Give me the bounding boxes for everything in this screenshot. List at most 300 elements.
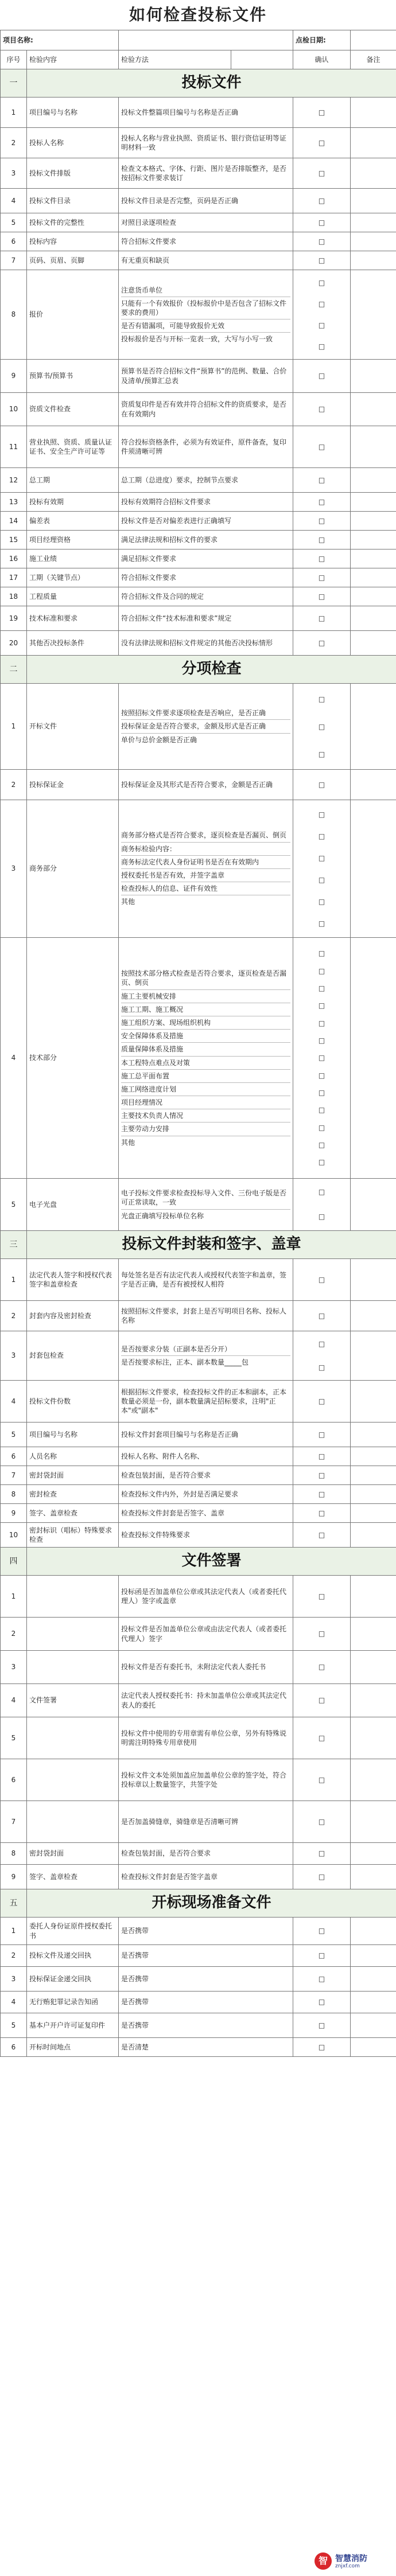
row-seq: 6 xyxy=(1,1759,27,1801)
confirm-checkbox[interactable]: □ xyxy=(318,1019,325,1027)
confirm-cell[interactable] xyxy=(293,360,351,393)
remark-cell[interactable] xyxy=(351,158,396,189)
method-line: 是否加盖骑缝章，骑缝章是否清晰可辨 xyxy=(121,1817,239,1826)
confirm-checkbox[interactable]: □ xyxy=(318,1471,325,1479)
checklist-row xyxy=(1,98,396,128)
confirm-checkbox[interactable]: □ xyxy=(318,1531,325,1539)
confirm-checkbox[interactable]: □ xyxy=(318,1873,325,1881)
checklist-row xyxy=(1,1967,396,1992)
remark-cell[interactable] xyxy=(351,128,396,158)
remark-cell[interactable] xyxy=(351,1945,396,1967)
confirm-cell[interactable] xyxy=(293,631,351,656)
confirm-checkbox[interactable]: □ xyxy=(318,614,325,622)
confirm-cell[interactable] xyxy=(293,1918,351,1945)
confirm-checkbox[interactable]: □ xyxy=(318,321,325,329)
confirm-checkbox[interactable]: □ xyxy=(318,722,325,731)
row-method xyxy=(119,1945,293,1967)
row-seq: 20 xyxy=(1,631,27,656)
checklist-row xyxy=(1,1618,396,1651)
remark-cell[interactable] xyxy=(351,1843,396,1865)
confirm-checkbox[interactable]: □ xyxy=(318,498,325,506)
row-content: 项目经理资格 xyxy=(27,531,119,550)
confirm-cell[interactable] xyxy=(293,1504,351,1523)
remark-cell[interactable] xyxy=(351,587,396,606)
method-line: 主要劳动力安排 xyxy=(121,1124,290,1136)
remark-cell[interactable] xyxy=(351,1259,396,1301)
method-line: 是否携带 xyxy=(121,1951,149,1960)
confirm-checkbox[interactable]: □ xyxy=(318,1431,325,1439)
remark-cell[interactable] xyxy=(351,1967,396,1992)
confirm-checkbox[interactable]: □ xyxy=(318,695,325,703)
row-method xyxy=(119,531,293,550)
row-method xyxy=(119,1301,293,1331)
confirm-checkbox[interactable]: □ xyxy=(318,1776,325,1784)
row-seq: 14 xyxy=(1,512,27,531)
confirm-checkbox[interactable]: □ xyxy=(318,1071,325,1079)
row-content: 投标文件排版 xyxy=(27,158,119,189)
confirm-checkbox[interactable]: □ xyxy=(318,256,325,264)
confirm-checkbox[interactable]: □ xyxy=(318,1975,325,1983)
confirm-checkbox[interactable]: □ xyxy=(318,1213,325,1221)
row-content: 工程质量 xyxy=(27,587,119,606)
confirm-cell[interactable] xyxy=(293,251,351,270)
row-content: 人员名称 xyxy=(27,1447,119,1466)
method-line: 商务标检验内容： xyxy=(121,844,290,856)
confirm-checkbox[interactable]: □ xyxy=(318,2043,325,2051)
remark-cell[interactable] xyxy=(351,1801,396,1843)
checklist-row xyxy=(1,189,396,213)
method-line: 根据招标文件要求，检查投标文件的正本和副本，正本数量必须是一份，副本数量满足招标要求，注明"正本"或"副本" xyxy=(121,1388,287,1415)
confirm-cell[interactable] xyxy=(293,800,351,938)
remark-cell[interactable] xyxy=(351,468,396,493)
row-method xyxy=(119,1918,293,1945)
remark-cell[interactable] xyxy=(351,1717,396,1759)
remark-cell[interactable] xyxy=(351,606,396,631)
confirm-checkbox[interactable]: □ xyxy=(318,781,325,789)
confirm-checkbox[interactable]: □ xyxy=(318,1592,325,1600)
confirm-cell[interactable] xyxy=(293,512,351,531)
confirm-checkbox[interactable]: □ xyxy=(318,1630,325,1638)
checklist-row xyxy=(1,550,396,568)
confirm-checkbox[interactable]: □ xyxy=(318,1140,325,1149)
row-method xyxy=(119,1651,293,1684)
remark-cell[interactable] xyxy=(351,493,396,512)
row-content: 项目编号与名称 xyxy=(27,98,119,128)
row-method xyxy=(119,1331,293,1381)
confirm-cell[interactable] xyxy=(293,493,351,512)
row-content: 其他否决投标条件 xyxy=(27,631,119,656)
confirm-checkbox[interactable]: □ xyxy=(318,108,325,116)
confirm-checkbox[interactable]: □ xyxy=(318,875,325,884)
checklist-row xyxy=(1,1717,396,1759)
row-method xyxy=(119,1684,293,1717)
confirm-checkbox[interactable]: □ xyxy=(318,1849,325,1857)
remark-cell[interactable] xyxy=(351,98,396,128)
confirm-cell[interactable] xyxy=(293,1466,351,1485)
method-line: 投标文件整篇项目编号与名称是否正确 xyxy=(121,108,239,116)
method-line: 电子投标文件要求检查投标导入文件、三份电子版是否可正常读取，一致 xyxy=(121,1188,290,1209)
row-method xyxy=(119,1865,293,1889)
row-method xyxy=(119,1466,293,1485)
row-method xyxy=(119,550,293,568)
confirm-cell[interactable] xyxy=(293,1759,351,1801)
remark-cell[interactable] xyxy=(351,938,396,1179)
row-method xyxy=(119,606,293,631)
confirm-checkbox[interactable]: □ xyxy=(318,832,325,840)
confirm-cell[interactable] xyxy=(293,270,351,360)
method-line: 是否携带 xyxy=(121,1974,149,1983)
watermark-logo xyxy=(315,2550,388,2573)
confirm-checkbox[interactable]: □ xyxy=(318,897,325,906)
confirm-cell[interactable] xyxy=(293,2013,351,2038)
method-line: 是否携带 xyxy=(121,1998,149,2006)
remark-cell[interactable] xyxy=(351,550,396,568)
confirm-checkbox[interactable]: □ xyxy=(318,1490,325,1498)
confirm-cell[interactable] xyxy=(293,1801,351,1843)
row-seq: 2 xyxy=(1,128,27,158)
confirm-cell[interactable] xyxy=(293,1331,351,1381)
remark-cell[interactable] xyxy=(351,2013,396,2038)
confirm-checkbox[interactable]: □ xyxy=(318,372,325,380)
remark-cell[interactable] xyxy=(351,1381,396,1423)
confirm-checkbox[interactable]: □ xyxy=(318,405,325,413)
confirm-checkbox[interactable]: □ xyxy=(318,750,325,758)
confirm-checkbox[interactable]: □ xyxy=(318,1276,325,1284)
row-content: 投标文件目录 xyxy=(27,189,119,213)
remark-cell[interactable] xyxy=(351,1865,396,1889)
checklist-row xyxy=(1,393,396,426)
checklist-row xyxy=(1,1576,396,1618)
row-method xyxy=(119,213,293,232)
date-field[interactable] xyxy=(351,30,396,50)
confirm-checkbox[interactable]: □ xyxy=(318,1663,325,1671)
confirm-cell[interactable] xyxy=(293,1179,351,1231)
row-method xyxy=(119,2038,293,2057)
confirm-cell[interactable] xyxy=(293,1576,351,1618)
confirm-cell[interactable] xyxy=(293,606,351,631)
confirm-checkbox[interactable]: □ xyxy=(318,1363,325,1371)
remark-cell[interactable] xyxy=(351,1992,396,2013)
confirm-cell[interactable] xyxy=(293,684,351,770)
remark-cell[interactable] xyxy=(351,1301,396,1331)
method-line: 符合招标文件“技术标准和要求”规定 xyxy=(121,614,232,622)
row-content: 开标时间地点 xyxy=(27,2038,119,2057)
row-method xyxy=(119,393,293,426)
remark-cell[interactable] xyxy=(351,568,396,587)
confirm-checkbox[interactable]: □ xyxy=(318,1106,325,1114)
confirm-cell[interactable] xyxy=(293,770,351,800)
remark-cell[interactable] xyxy=(351,1651,396,1684)
row-seq: 6 xyxy=(1,2038,27,2057)
row-method xyxy=(119,1523,293,1548)
row-seq: 1 xyxy=(1,1259,27,1301)
checklist-row xyxy=(1,1651,396,1684)
remark-cell[interactable] xyxy=(351,393,396,426)
confirm-checkbox[interactable]: □ xyxy=(318,639,325,647)
confirm-cell[interactable] xyxy=(293,426,351,468)
confirm-cell[interactable] xyxy=(293,98,351,128)
row-method xyxy=(119,493,293,512)
confirm-cell[interactable] xyxy=(293,2038,351,2057)
row-method xyxy=(119,684,293,770)
remark-cell[interactable] xyxy=(351,631,396,656)
row-content xyxy=(27,1759,119,1801)
remark-cell[interactable] xyxy=(351,251,396,270)
method-line: 检查投标文件特殊要求 xyxy=(121,1530,191,1539)
confirm-checkbox[interactable]: □ xyxy=(318,1036,325,1045)
row-content xyxy=(27,1618,119,1651)
confirm-cell[interactable] xyxy=(293,550,351,568)
confirm-checkbox[interactable]: □ xyxy=(318,1312,325,1320)
row-seq: 3 xyxy=(1,1651,27,1684)
row-method xyxy=(119,1179,293,1231)
remark-cell[interactable] xyxy=(351,1485,396,1504)
confirm-cell[interactable] xyxy=(293,1717,351,1759)
confirm-checkbox[interactable]: □ xyxy=(318,1158,325,1167)
confirm-checkbox[interactable]: □ xyxy=(318,919,325,927)
row-method xyxy=(119,1618,293,1651)
confirm-checkbox[interactable]: □ xyxy=(318,1188,325,1196)
row-method xyxy=(119,587,293,606)
confirm-cell[interactable] xyxy=(293,1992,351,2013)
row-seq: 5 xyxy=(1,1423,27,1447)
row-method xyxy=(119,1485,293,1504)
confirm-checkbox[interactable]: □ xyxy=(318,1340,325,1348)
confirm-cell[interactable] xyxy=(293,1523,351,1548)
row-seq: 7 xyxy=(1,1466,27,1485)
remark-cell[interactable] xyxy=(351,189,396,213)
confirm-checkbox[interactable]: □ xyxy=(318,810,325,819)
confirm-checkbox[interactable]: □ xyxy=(318,1123,325,1132)
row-content: 法定代表人签字和授权代表签字和盖章检查 xyxy=(27,1259,119,1301)
row-content: 签字、盖章检查 xyxy=(27,1865,119,1889)
confirm-checkbox[interactable]: □ xyxy=(318,443,325,451)
remark-cell[interactable] xyxy=(351,770,396,800)
checklist-row xyxy=(1,1992,396,2013)
row-content: 投标文件的完整性 xyxy=(27,213,119,232)
checklist-row xyxy=(1,128,396,158)
confirm-cell[interactable] xyxy=(293,213,351,232)
row-method xyxy=(119,631,293,656)
confirm-checkbox[interactable]: □ xyxy=(318,169,325,177)
row-method xyxy=(119,1992,293,2013)
remark-cell[interactable] xyxy=(351,1576,396,1618)
confirm-cell[interactable] xyxy=(293,128,351,158)
row-content: 预算书/预算书 xyxy=(27,360,119,393)
confirm-cell[interactable] xyxy=(293,568,351,587)
method-line: 投标有效期符合招标文件要求 xyxy=(121,497,211,506)
row-content: 投标保证金递交回执 xyxy=(27,1967,119,1992)
row-seq: 11 xyxy=(1,426,27,468)
confirm-checkbox[interactable]: □ xyxy=(318,593,325,601)
confirm-checkbox[interactable]: □ xyxy=(318,299,325,308)
confirm-checkbox[interactable]: □ xyxy=(318,1397,325,1405)
checklist-row xyxy=(1,1447,396,1466)
checklist-row xyxy=(1,1485,396,1504)
confirm-checkbox[interactable]: □ xyxy=(318,949,325,958)
confirm-cell[interactable] xyxy=(293,1967,351,1992)
confirm-checkbox[interactable]: □ xyxy=(318,219,325,227)
row-content: 页码、页眉、页脚 xyxy=(27,251,119,270)
confirm-cell[interactable] xyxy=(293,531,351,550)
method-line: 只能有一个有效报价（投标报价中是否包含了招标文件要求的费用） xyxy=(121,299,290,319)
confirm-checkbox[interactable]: □ xyxy=(318,1734,325,1742)
confirm-checkbox[interactable]: □ xyxy=(318,555,325,563)
method-line: 投标函是否加盖单位公章或其法定代表人（或者委托代理人）签字或盖章 xyxy=(121,1587,287,1605)
remark-cell[interactable] xyxy=(351,684,396,770)
confirm-checkbox[interactable]: □ xyxy=(318,342,325,350)
checklist-row xyxy=(1,1945,396,1967)
row-content: 施工业绩 xyxy=(27,550,119,568)
method-line: 投标保证金及其形式是否符合要求，金额是否正确 xyxy=(121,780,273,789)
method-line: 投标文件封套项目编号与名称是否正确 xyxy=(121,1430,239,1439)
header-method: 检验方法 xyxy=(119,50,231,69)
row-content: 签字、盖章检查 xyxy=(27,1504,119,1523)
confirm-cell[interactable] xyxy=(293,1259,351,1301)
remark-cell[interactable] xyxy=(351,800,396,938)
confirm-checkbox[interactable]: □ xyxy=(318,1088,325,1097)
remark-cell[interactable] xyxy=(351,1759,396,1801)
confirm-checkbox[interactable]: □ xyxy=(318,1818,325,1826)
checklist-row xyxy=(1,1801,396,1843)
confirm-checkbox[interactable]: □ xyxy=(318,574,325,582)
remark-cell[interactable] xyxy=(351,512,396,531)
confirm-cell[interactable] xyxy=(293,232,351,251)
row-seq: 10 xyxy=(1,1523,27,1548)
method-line: 安全保障体系及措施 xyxy=(121,1031,290,1043)
remark-cell[interactable] xyxy=(351,232,396,251)
confirm-cell[interactable] xyxy=(293,189,351,213)
row-seq: 16 xyxy=(1,550,27,568)
project-field[interactable] xyxy=(119,30,293,50)
confirm-checkbox[interactable]: □ xyxy=(318,476,325,484)
confirm-cell[interactable] xyxy=(293,1651,351,1684)
confirm-cell[interactable] xyxy=(293,1301,351,1331)
confirm-cell[interactable] xyxy=(293,938,351,1179)
confirm-checkbox[interactable]: □ xyxy=(318,1696,325,1704)
remark-cell[interactable] xyxy=(351,1618,396,1651)
method-line: 检查投标文件内外，外封是否满足要求 xyxy=(121,1490,239,1498)
row-content: 基本户开户许可证复印件 xyxy=(27,2013,119,2038)
section-title: 分项检查 xyxy=(27,656,396,684)
confirm-cell[interactable] xyxy=(293,1381,351,1423)
method-line: 投标文件是否对偏差表进行正确填写 xyxy=(121,516,232,525)
section-title: 投标文件封装和签字、盖章 xyxy=(27,1231,396,1259)
remark-cell[interactable] xyxy=(351,2038,396,2057)
confirm-cell[interactable] xyxy=(293,158,351,189)
confirm-cell[interactable] xyxy=(293,587,351,606)
method-line: 没有法律法规和招标文件规定的其他否决投标情形 xyxy=(121,638,273,647)
remark-cell[interactable] xyxy=(351,1179,396,1231)
method-line: 总工期（总进度）要求，控制节点要求 xyxy=(121,476,239,484)
section-number: 五 xyxy=(1,1889,27,1918)
confirm-cell[interactable] xyxy=(293,468,351,493)
row-seq: 2 xyxy=(1,1618,27,1651)
remark-cell[interactable] xyxy=(351,360,396,393)
method-line: 符合招标文件要求 xyxy=(121,237,177,245)
checklist-row xyxy=(1,2013,396,2038)
row-method xyxy=(119,1843,293,1865)
method-line: 施工总平面布置 xyxy=(121,1071,290,1083)
date-label: 点检日期: xyxy=(293,30,351,50)
remark-cell[interactable] xyxy=(351,1466,396,1485)
confirm-checkbox[interactable]: □ xyxy=(318,1452,325,1460)
checklist-row xyxy=(1,493,396,512)
row-seq: 4 xyxy=(1,938,27,1179)
confirm-checkbox[interactable]: □ xyxy=(318,967,325,975)
method-line: 投标文件中使用的专用章需有单位公章，另外有特殊说明需注明特殊专用章使用 xyxy=(121,1729,287,1747)
section-header xyxy=(1,656,396,684)
row-method xyxy=(119,2013,293,2038)
confirm-checkbox[interactable]: □ xyxy=(318,237,325,245)
row-seq: 3 xyxy=(1,1331,27,1381)
confirm-checkbox[interactable]: □ xyxy=(318,536,325,544)
confirm-cell[interactable] xyxy=(293,1865,351,1889)
confirm-checkbox[interactable]: □ xyxy=(318,1509,325,1517)
confirm-checkbox[interactable]: □ xyxy=(318,1998,325,2006)
remark-cell[interactable] xyxy=(351,213,396,232)
confirm-checkbox[interactable]: □ xyxy=(318,854,325,862)
remark-cell[interactable] xyxy=(351,1447,396,1466)
confirm-cell[interactable] xyxy=(293,393,351,426)
checklist-row xyxy=(1,1523,396,1548)
checklist-row xyxy=(1,1259,396,1301)
confirm-checkbox[interactable]: □ xyxy=(318,278,325,287)
remark-cell[interactable] xyxy=(351,1684,396,1717)
row-seq: 9 xyxy=(1,1504,27,1523)
confirm-checkbox[interactable]: □ xyxy=(318,984,325,993)
remark-cell[interactable] xyxy=(351,270,396,360)
confirm-checkbox[interactable]: □ xyxy=(318,1001,325,1010)
method-line: 其他 xyxy=(121,898,135,906)
confirm-cell[interactable] xyxy=(293,1843,351,1865)
method-line: 主要技术负责人情况 xyxy=(121,1111,290,1123)
confirm-cell[interactable] xyxy=(293,1618,351,1651)
row-content: 报价 xyxy=(27,270,119,360)
remark-cell[interactable] xyxy=(351,1523,396,1548)
checklist-row xyxy=(1,770,396,800)
confirm-cell[interactable] xyxy=(293,1684,351,1717)
confirm-checkbox[interactable]: □ xyxy=(318,1951,325,1959)
confirm-cell[interactable] xyxy=(293,1423,351,1447)
row-seq: 1 xyxy=(1,684,27,770)
confirm-cell[interactable] xyxy=(293,1485,351,1504)
checklist-row xyxy=(1,213,396,232)
confirm-checkbox[interactable]: □ xyxy=(318,1054,325,1062)
confirm-checkbox[interactable]: □ xyxy=(318,1927,325,1935)
row-content: 密封袋封面 xyxy=(27,1466,119,1485)
confirm-checkbox[interactable]: □ xyxy=(318,2021,325,2029)
remark-cell[interactable] xyxy=(351,1423,396,1447)
confirm-cell[interactable] xyxy=(293,1945,351,1967)
remark-cell[interactable] xyxy=(351,1504,396,1523)
confirm-cell[interactable] xyxy=(293,1447,351,1466)
remark-cell[interactable] xyxy=(351,531,396,550)
remark-cell[interactable] xyxy=(351,1918,396,1945)
row-method xyxy=(119,1381,293,1423)
row-seq: 18 xyxy=(1,587,27,606)
row-method xyxy=(119,128,293,158)
confirm-checkbox[interactable]: □ xyxy=(318,197,325,205)
row-method xyxy=(119,232,293,251)
remark-cell[interactable] xyxy=(351,1331,396,1381)
remark-cell[interactable] xyxy=(351,426,396,468)
confirm-checkbox[interactable]: □ xyxy=(318,517,325,525)
checklist-row xyxy=(1,1179,396,1231)
method-line: 项目经理情况 xyxy=(121,1098,290,1109)
checklist-row xyxy=(1,1843,396,1865)
confirm-checkbox[interactable]: □ xyxy=(318,139,325,147)
